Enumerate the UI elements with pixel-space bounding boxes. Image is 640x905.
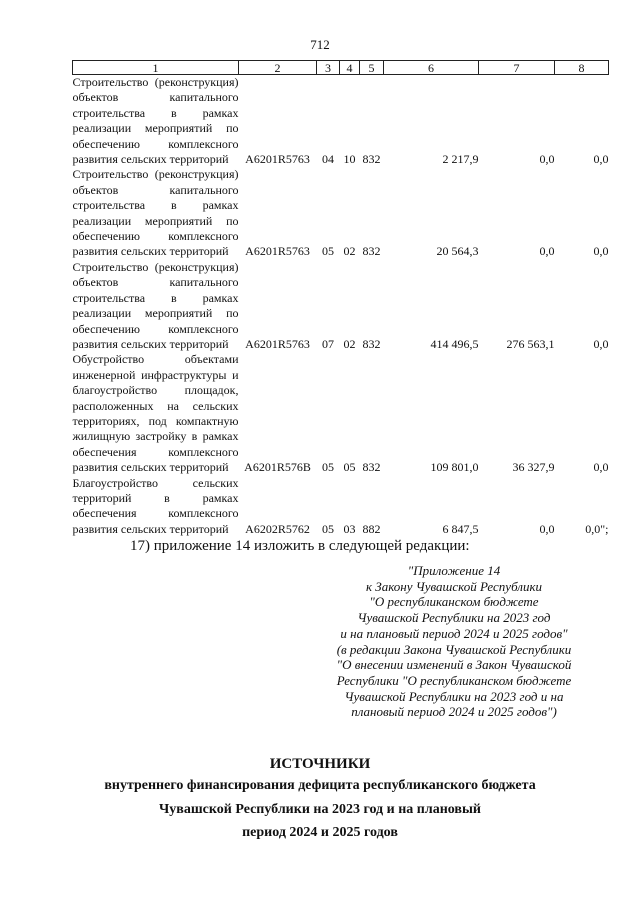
row-subsection: 02 <box>343 336 356 351</box>
appendix-reference <box>318 563 590 720</box>
row-value-2023: 414 496,5 <box>430 336 479 351</box>
header-col-5: 5 <box>360 61 384 75</box>
appendix-line: "О внесении изменений в Закон Чувашской <box>336 657 572 673</box>
appendix-line: (в редакции Закона Чувашской Республики <box>336 641 572 657</box>
row-expense-type: 832 <box>362 336 381 351</box>
row-code: А6201R5763 <box>245 152 310 167</box>
row-value-2023: 6 847,5 <box>442 521 479 536</box>
appendix-line: плановый период 2024 и 2025 годов") <box>351 704 557 720</box>
appendix-line: и на плановый период 2024 и 2025 годов" <box>340 625 568 641</box>
row-value-2025: 0,0 <box>593 336 609 351</box>
row-subsection: 02 <box>343 244 356 259</box>
row-section: 05 <box>322 244 334 259</box>
row-value-2024: 0,0 <box>539 521 555 536</box>
budget-table <box>72 60 609 537</box>
appendix-line: "Приложение 14 <box>407 563 501 578</box>
row-value-2023: 109 801,0 <box>430 460 479 475</box>
table-row <box>73 167 609 259</box>
heading-subtitle-line: внутреннего финансирования дефицита республиканского бюджета <box>104 778 536 793</box>
table-row <box>73 75 609 168</box>
row-name: Обустройство объектами инженерной инфраструктуры и благоустройство площадок, расположенных на сельских территориях, под компактную жилищную застройку в рамках обеспечения комплексного развития сельских территорий <box>72 352 239 475</box>
row-section: 05 <box>322 521 334 536</box>
row-code: А6201R576В <box>244 460 311 475</box>
row-subsection: 03 <box>343 521 356 536</box>
row-subsection: 10 <box>343 152 356 167</box>
document-heading <box>0 754 640 845</box>
heading-subtitle-line: Чувашской Республики на 2023 год и на плановый <box>159 801 481 817</box>
row-subsection: 05 <box>343 460 356 475</box>
row-name: Строительство (реконструкция) объектов капитального строительства в рамках реализации мероприятий по обеспечению комплексного развития сельских территорий <box>72 167 239 259</box>
page-number: 712 <box>310 37 330 52</box>
heading-subtitle-line: период 2024 и 2025 годов <box>242 825 398 840</box>
row-code: А6201R5763 <box>245 336 310 351</box>
row-value-2025: 0,0 <box>593 152 609 167</box>
table-row <box>73 260 609 352</box>
table-header <box>73 61 609 75</box>
row-expense-type: 882 <box>362 521 381 536</box>
header-col-2: 2 <box>239 61 317 75</box>
table-row <box>73 352 609 475</box>
header-col-6: 6 <box>384 61 479 75</box>
row-value-2024: 276 563,1 <box>506 336 555 351</box>
heading-title: ИСТОЧНИКИ <box>269 756 371 772</box>
row-value-2023: 2 217,9 <box>442 152 479 167</box>
amendment-directive: 17) приложение 14 изложить в следующей редакции: <box>130 538 470 554</box>
appendix-line: Республики "О республиканском бюджете <box>336 672 572 688</box>
row-section: 04 <box>322 152 334 167</box>
row-value-2025: 0,0"; <box>585 521 609 536</box>
header-col-4: 4 <box>340 61 360 75</box>
header-col-1: 1 <box>73 61 239 75</box>
row-code: А6201R5763 <box>245 244 310 259</box>
table-row <box>73 476 609 538</box>
row-name: Строительство (реконструкция) объектов капитального строительства в рамках реализации мероприятий по обеспечению комплексного развития сельских территорий <box>72 259 239 351</box>
header-col-3: 3 <box>317 61 340 75</box>
appendix-line: Чувашской Республики на 2023 год <box>357 610 551 626</box>
appendix-line: "О республиканском бюджете <box>369 594 539 610</box>
appendix-line: к Закону Чувашской Республики <box>365 578 543 594</box>
row-value-2024: 0,0 <box>539 244 555 259</box>
header-col-7: 7 <box>479 61 555 75</box>
row-expense-type: 832 <box>362 460 381 475</box>
row-section: 07 <box>322 336 334 351</box>
row-code: А6202R5762 <box>245 521 310 536</box>
row-value-2023: 20 564,3 <box>436 244 479 259</box>
appendix-line: Чувашской Республики на 2023 год и на <box>344 688 564 704</box>
row-value-2025: 0,0 <box>593 244 609 259</box>
row-expense-type: 832 <box>362 152 381 167</box>
row-name: Строительство (реконструкция) объектов капитального строительства в рамках реализации мероприятий по обеспечению комплексного развития сельских территорий <box>72 75 239 167</box>
row-value-2024: 36 327,9 <box>512 460 555 475</box>
row-expense-type: 832 <box>362 244 381 259</box>
row-value-2025: 0,0 <box>593 460 609 475</box>
row-value-2024: 0,0 <box>539 152 555 167</box>
row-name: Благоустройство сельских территорий в рамках обеспечения комплексного развития сельских территорий <box>72 475 239 536</box>
header-col-8: 8 <box>555 61 609 75</box>
row-section: 05 <box>322 460 334 475</box>
